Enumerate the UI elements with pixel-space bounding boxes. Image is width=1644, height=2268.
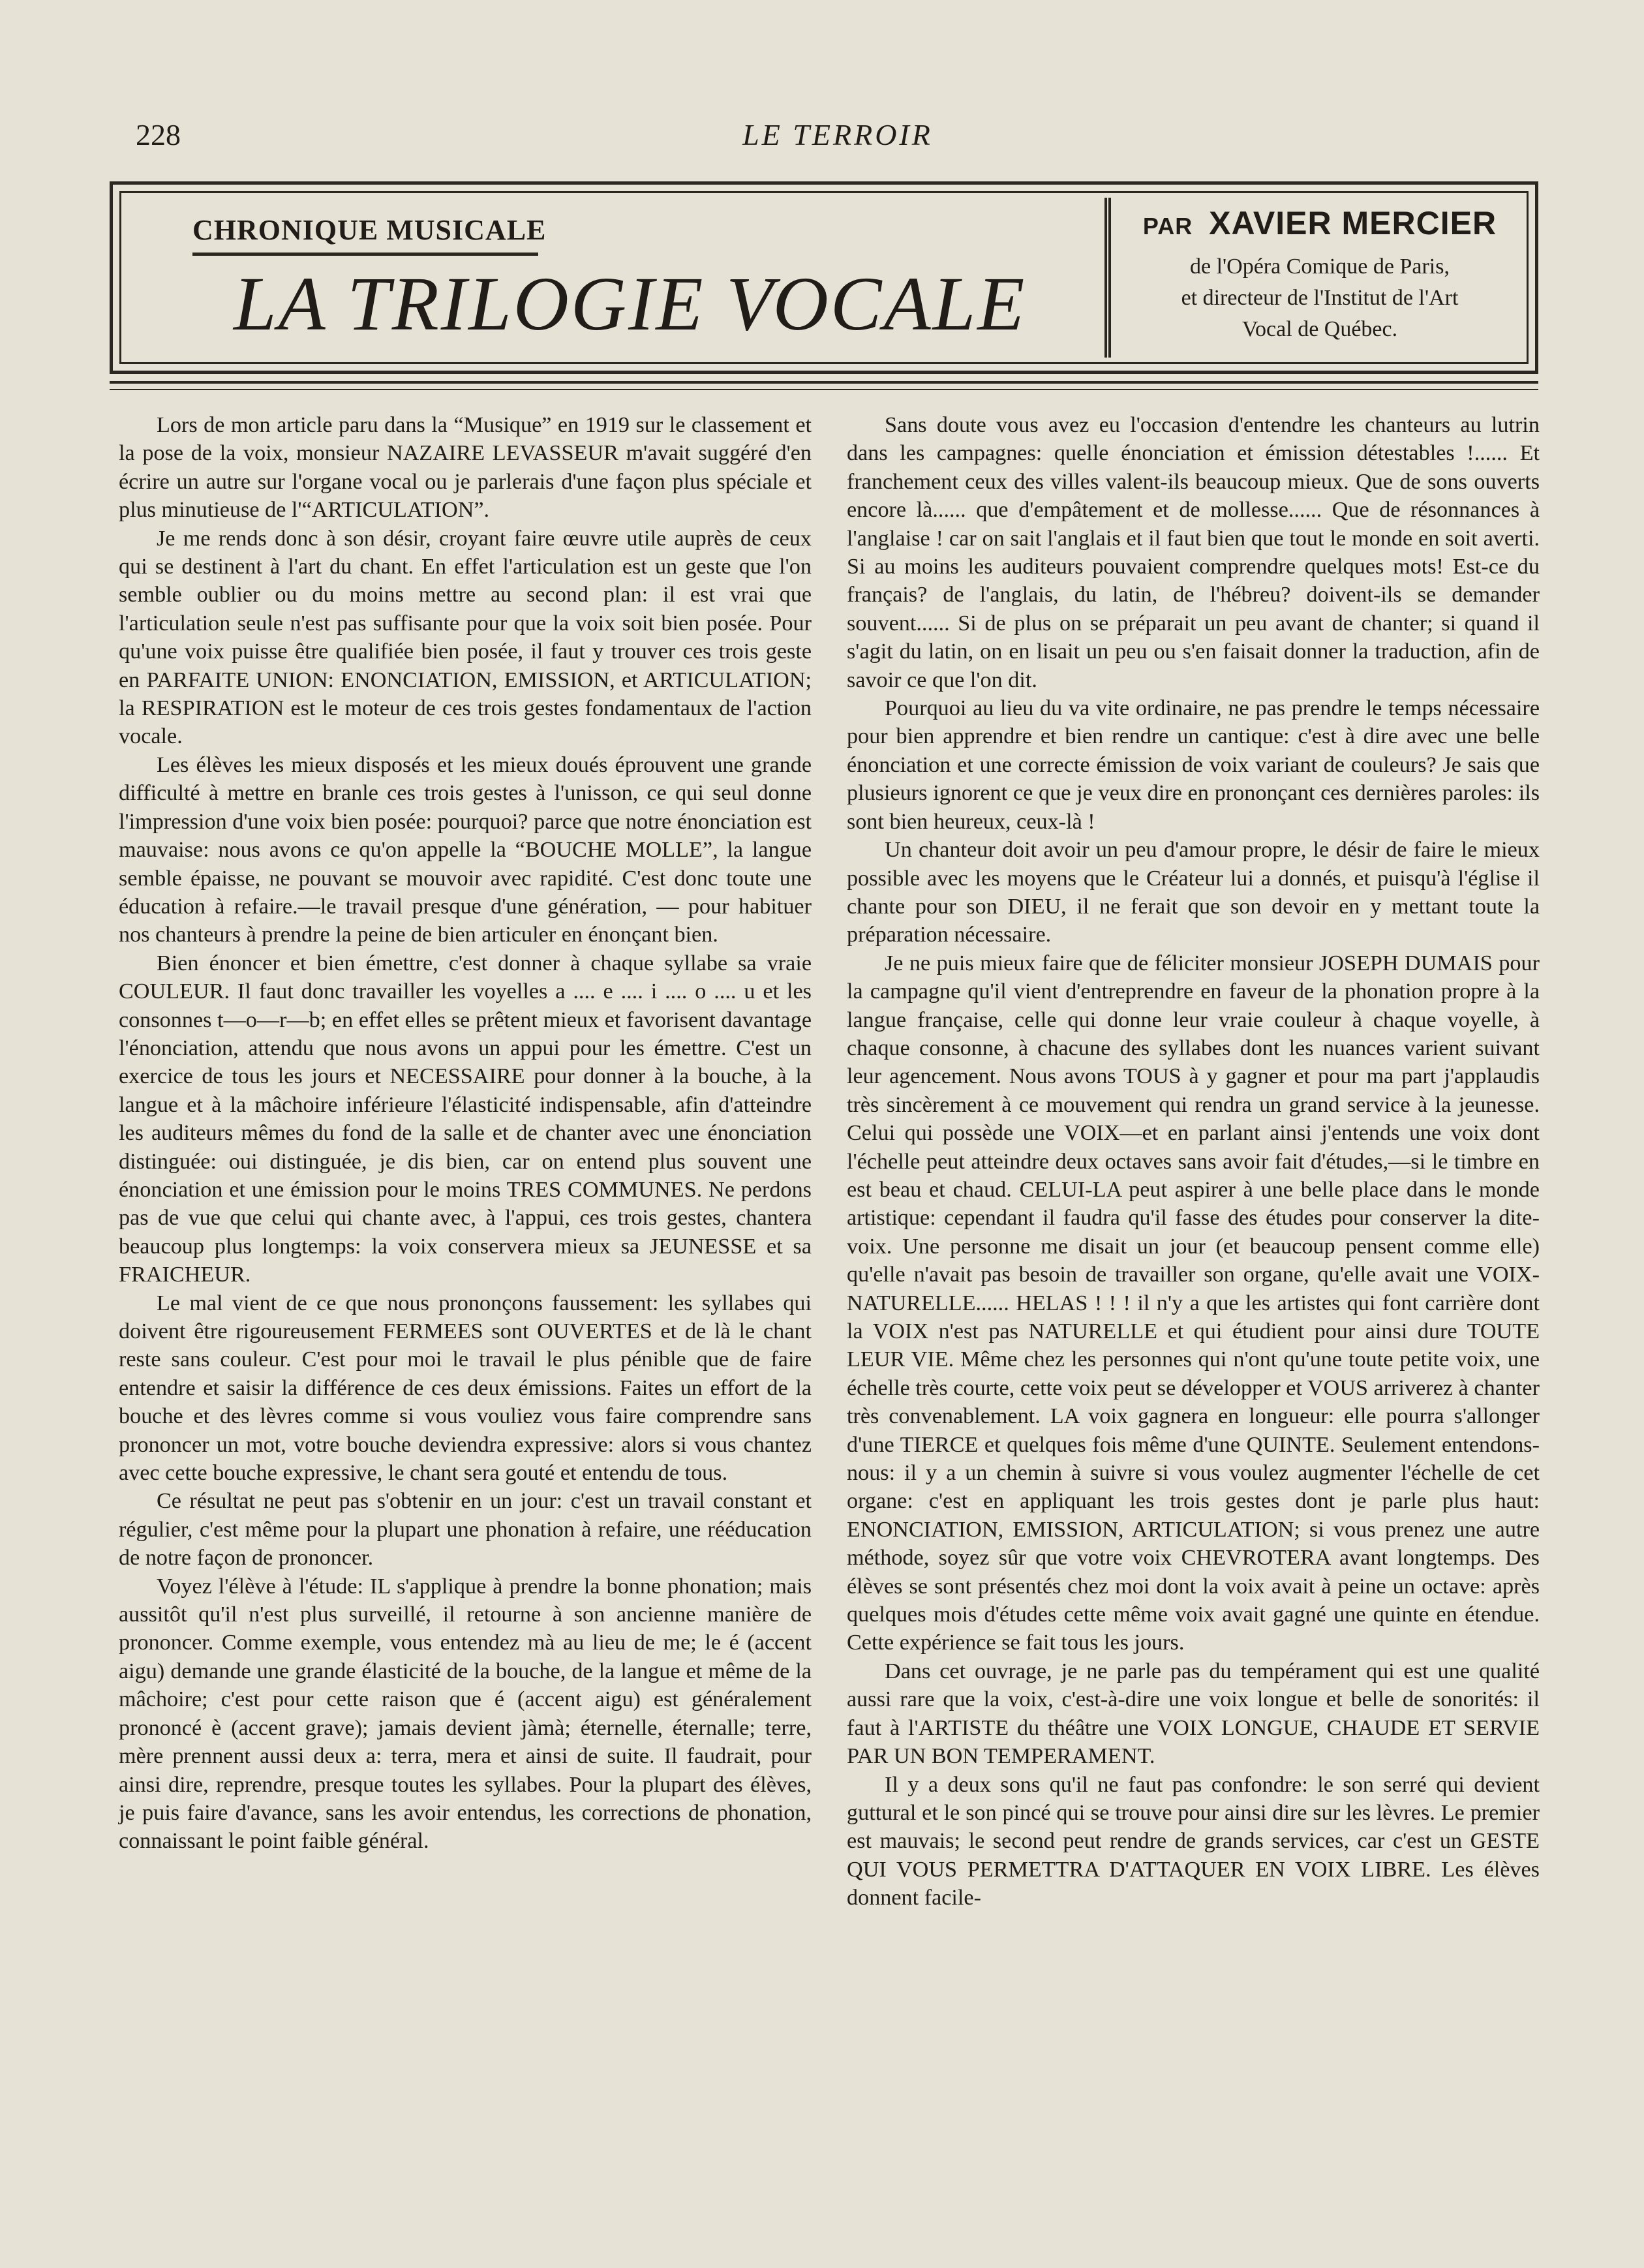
right-column — [847, 411, 1540, 1912]
paragraph: Bien énoncer et bien émettre, c'est donner à chaque syllabe sa vraie COULEUR. Il faut donc travailler les voyelles a .... e .... i .... o .... u et les consonnes t—o—r—b; en effet elles se prêtent mieux et favorisent davantage l'énonciation, attendu que nous avons un appui pour les émettre. C'est un exercice de tous les jours et NECESSAIRE pour donner à la bouche, à la langue et à la mâchoire inférieure l'élasticité indispensable, afin d'atteindre les auditeurs mêmes du fond de la salle et de chanter avec une énonciation distinguée: oui distinguée, je dis bien, car on entend plus souvent une énonciation et une émission pour le moins TRES COMMUNES. Ne perdons pas de vue que celui qui chante avec, à l'appui, ces trois gestes, chantera beaucoup plus longtemps: la voix conservera mieux sa JEUNESSE et sa FRAICHEUR. — [119, 951, 812, 1287]
paragraph: Ce résultat ne peut pas s'obtenir en un jour: c'est un travail constant et régulier, c'est même pour la plupart une phonation à refaire, une rééducation de notre façon de prononcer. — [119, 1489, 812, 1571]
paragraph: Dans cet ouvrage, je ne parle pas du tempérament qui est une qualité aussi rare que la voix, c'est-à-dire une voix longue et belle de sonorités: il faut à l'ARTISTE du théâtre une VOIX LONGUE, CHAUDE ET SERVIE PAR UN BON TEMPERAMENT. — [847, 1659, 1540, 1769]
paragraph: Sans doute vous avez eu l'occasion d'entendre les chanteurs au lutrin dans les campagnes: quelle énonciation et émission détestables !...... Et franchement ceux des villes valent-ils beaucoup mieux. Que de sons ouverts encore là...... que d'empâtement et de mollesse...... Que de résonnances à l'anglaise ! car on sait l'anglais et il faut bien que tout le monde en soit averti. Si au moins les auditeurs pouvaient comprendre quelques mots! Est-ce du français? de l'anglais, du latin, de l'hébreu? doivent-ils se demander souvent...... Si de plus on se préparait un peu avant de chanter; si quand il s'agit du latin, on en lisait un peu ou s'en faisait donner la traduction, afin de savoir ce que l'on dit. — [847, 413, 1540, 692]
section-label: CHRONIQUE MUSICALE — [192, 214, 547, 246]
paragraph: Un chanteur doit avoir un peu d'amour propre, le désir de faire le mieux possible avec les moyens que le Créateur lui a donnés, et puisqu'à l'église il chante pour son DIEU, il ne ferait que son devoir en y mettant toute la préparation nécessaire. — [847, 838, 1540, 947]
title-box — [110, 181, 1538, 374]
section-underline — [192, 253, 538, 256]
title-divider — [1104, 198, 1111, 358]
by-label: PAR — [1142, 213, 1193, 239]
page-header — [136, 117, 1540, 163]
affiliation-line: de l'Opéra Comique de Paris, — [1190, 254, 1450, 279]
paragraph: Je me rends donc à son désir, croyant faire œuvre utile auprès de ceux qui se destinent à l'art du chant. En effet l'articulation est un geste que l'on semble oublier ou du moins mettre au second plan: il est vrai que l'articulation seule n'est pas suffisante pour que la voix soit bien posée. Pour qu'une voix puisse être qualifiée bien posée, il faut y trouver ces trois geste en PARFAITE UNION: ENONCIATION, EMISSION, et ARTICULATION; la RESPIRATION est le moteur de ces trois gestes fondamentaux de l'action vocale. — [119, 526, 812, 749]
author-affiliation — [1131, 251, 1509, 345]
paragraph: Le mal vient de ce que nous prononçons faussement: les syllabes qui doivent être rigoureusement FERMEES sont OUVERTES et de là le chant reste sans couleur. C'est pour moi le travail le plus pénible que de faire entendre et saisir la différence de ces deux émissions. Faites un effort de la bouche et des lèvres comme si vous vouliez vous faire comprendre sans prononcer un mot, votre bouche deviendra expressive: alors si vous chantez avec cette bouche expressive, le chant sera gouté et entendu de tous. — [119, 1291, 812, 1486]
paragraph: Lors de mon article paru dans la “Musique” en 1919 sur le classement et la pose de la voix, monsieur NAZAIRE LEVASSEUR m'avait suggéré d'en écrire un autre sur l'organe vocal ou je parlerais d'une façon plus spéciale et plus minutieuse de l'“ARTICULATION”. — [119, 413, 812, 523]
paragraph: Je ne puis mieux faire que de féliciter monsieur JOSEPH DUMAIS pour la campagne qu'il vient d'entreprendre en faveur de la phonation propre à la langue française, celle qui donne leur vraie couleur à chaque voyelle, à chaque consonne, à chacune des syllabes dont les nuances varient suivant leur agencement. Nous avons TOUS à y gagner et pour ma part j'applaudis très sincèrement à ce mouvement qui rendra un grand service à la jeunesse. Celui qui possède une VOIX—et en parlant ainsi j'entends une voix dont l'échelle peut atteindre deux octaves sans avoir fait d'études,—si le timbre en est beau et chaud. CELUI-LA peut aspirer à une belle place dans le monde artistique: cependant il faudra qu'il fasse des études pour conserver la dite-voix. Une personne me disait un jour (et beaucoup pensent comme elle) qu'elle n'avait pas besoin de travailler son organe, qu'elle avait une VOIX-NATURELLE...... HELAS ! ! ! il n'y a que les artistes qui font carrière dont la VOIX n'est pas NATURELLE et qui étudient pour ainsi dure TOUTE LEUR VIE. Même chez les personnes qui n'ont qu'une toute petite voix, une échelle très courte, cette voix peut se développer et VOUS arriverez à chanter très convenablement. LA voix gagnera en longueur: elle pourra s'allonger d'une TIERCE et quelques fois même d'une QUINTE. Seulement entendons-nous: il y a un chemin à suivre si vous voulez augmenter l'échelle de cet organe: c'est en appliquant les trois gestes dont je parle plus haut: ENONCIATION, EMISSION, ARTICULATION; si vous prenez une autre méthode, soyez sûr que votre voix CHEVROTERA avant longtemps. Des élèves se sont présentés chez moi dont la voix avait à peine un octave: après quelques mois d'études cette même voix avait gagné une quinte en étendue. Cette expérience se fait tous les jours. — [847, 951, 1540, 1655]
affiliation-line: et directeur de l'Institut de l'Art — [1181, 286, 1459, 310]
author-block — [1131, 204, 1509, 345]
author-line — [1131, 204, 1509, 242]
running-title: LE TERROIR — [742, 118, 933, 151]
paragraph: Les élèves les mieux disposés et les mieux doués éprouvent une grande difficulté à mettre en branle ces trois gestes à l'unisson, ce qui seul donne l'impression d'une voix bien posée: pourquoi? parce que notre énonciation est mauvaise: nous avons ce qu'on appelle la “BOUCHE MOLLE”, la langue semble épaisse, ne pouvant se mouvoir avec rapidité. C'est donc toute une éducation à refaire.—le travail presque d'une génération, — pour habituer nos chanteurs à prendre la peine de bien articuler en énonçant bien. — [119, 752, 812, 947]
page-number: 228 — [136, 118, 181, 151]
left-column — [119, 411, 812, 1856]
title-rule — [110, 381, 1538, 390]
paragraph: Il y a deux sons qu'il ne faut pas confondre: le son serré qui devient guttural et le son pincé qui se trouve pour ainsi dire sur les lèvres. Le premier est mauvais; le second peut rendre de grands services, car c'est un GESTE QUI VOUS PERMETTRA D'ATTAQUER EN VOIX LIBRE. Les élèves donnent facile- — [847, 1772, 1540, 1910]
paragraph: Voyez l'élève à l'étude: IL s'applique à prendre la bonne phonation; mais aussitôt qu'il n'est plus surveillé, il retourne à son ancienne manière de prononcer. Comme exemple, vous entendez mà au lieu de me; le é (accent aigu) demande une grande élasticité de la bouche, de la langue et même de la mâchoire; c'est pour cette raison que é (accent aigu) est généralement prononcé è (accent grave); jamais devient jàmà; éternelle, éternalle; terre, mère prennent aussi deux a: terra, mera et ainsi de suite. Il faudrait, pour ainsi dire, reprendre, presque toutes les syllabes. Pour la plupart des élèves, je puis faire d'avance, sans les avoir entendus, les corrections de phonation, connaissant le point faible général. — [119, 1574, 812, 1854]
article-title: LA TRILOGIE VOCALE — [234, 261, 1027, 346]
affiliation-line: Vocal de Québec. — [1241, 317, 1398, 341]
paragraph: Pourquoi au lieu du va vite ordinaire, ne pas prendre le temps nécessaire pour bien apprendre et bien rendre un cantique: c'est à dire avec une belle énonciation et une correcte émission de voix variant de couleurs? Je sais que plusieurs ignorent ce que je veux dire en prononçant ces dernières paroles: ils sont bien heureux, ceux-là ! — [847, 696, 1540, 834]
author-name: XAVIER MERCIER — [1209, 205, 1497, 241]
